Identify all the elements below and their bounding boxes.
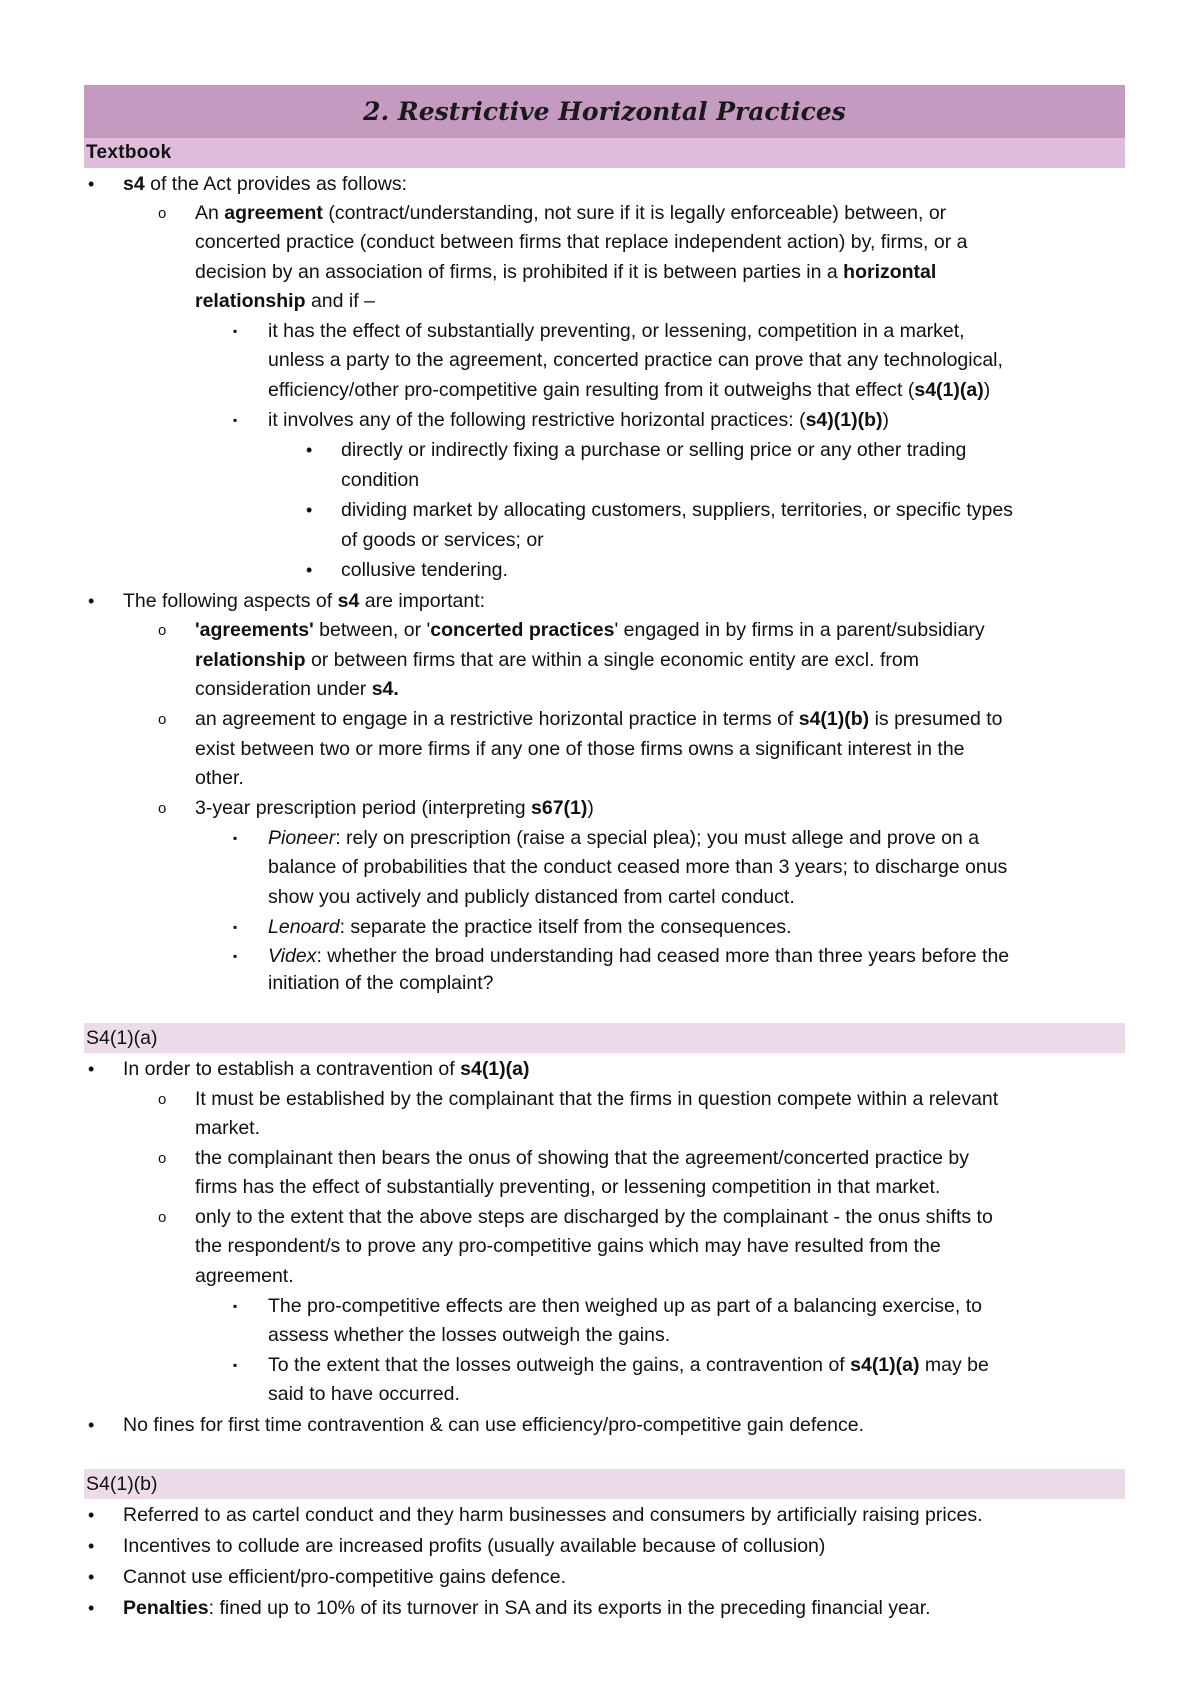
circle-marker: o: [158, 1209, 167, 1226]
circle-marker: o: [158, 1150, 167, 1167]
text-line: The pro-competitive effects are then weighed up as part of a balancing exercise, to: [268, 1295, 982, 1317]
bullet-marker: •: [88, 591, 95, 611]
text-line: condition: [341, 469, 420, 491]
bullet-marker: •: [88, 1415, 95, 1435]
circle-marker: o: [158, 1091, 167, 1108]
text-line: only to the extent that the above steps are discharged by the complainant - the onus shifts to: [195, 1206, 993, 1228]
text-line: unless a party to the agreement, concerted practice can prove that any technological,: [268, 349, 1003, 371]
text-line: dividing market by allocating customers, suppliers, territories, or specific types: [341, 499, 1013, 521]
bullet-marker: •: [88, 1059, 95, 1079]
section-header-textbook: [84, 138, 1125, 168]
text-line: To the extent that the losses outweigh the gains, a contravention of s4(1)(a) may be: [268, 1354, 989, 1376]
text-line: It must be established by the complainant that the firms in question compete within a relevant: [195, 1088, 999, 1110]
circle-marker: o: [158, 800, 167, 817]
bullet-marker: •: [88, 1598, 95, 1618]
text-line: the complainant then bears the onus of showing that the agreement/concerted practice by: [195, 1147, 969, 1169]
text-line: an agreement to engage in a restrictive horizontal practice in terms of s4(1)(b) is presumed to: [195, 708, 1003, 730]
text-line: said to have occurred.: [268, 1383, 460, 1405]
section-title: S4(1)(a): [86, 1026, 158, 1049]
text-line: concerted practice (conduct between firms that replace independent action) by, firms, or a: [195, 231, 968, 253]
text-line: No fines for first time contravention & can use efficiency/pro-competitive gain defence.: [123, 1414, 865, 1436]
bullet-marker: •: [88, 1567, 95, 1587]
circle-marker: o: [158, 205, 167, 222]
text-line: of goods or services; or: [341, 529, 544, 551]
section-header-s41a: [84, 1023, 1125, 1053]
bullet-marker: •: [306, 440, 313, 460]
text-line: decision by an association of firms, is prohibited if it is between parties in a horizontal: [195, 261, 937, 283]
section-header-s41b: [84, 1469, 1125, 1499]
text-line: firms has the effect of substantially preventing, or lessening competition in that market.: [195, 1176, 941, 1198]
text-line: Pioneer: rely on prescription (raise a special plea); you must allege and prove on a: [268, 827, 980, 849]
square-marker: ▪: [233, 949, 238, 963]
square-marker: ▪: [233, 831, 238, 845]
text-line: In order to establish a contravention of s4(1)(a): [123, 1058, 530, 1080]
text-line: consideration under s4.: [195, 678, 399, 700]
bullet-marker: •: [306, 500, 313, 520]
text-line: The following aspects of s4 are important:: [123, 590, 486, 612]
text-line: efficiency/other pro-competitive gain resulting from it outweighs that effect (s4(1)(a)): [268, 379, 991, 401]
text-line: s4 of the Act provides as follows:: [123, 173, 408, 195]
text-line: An agreement (contract/understanding, not sure if it is legally enforceable) between, or: [195, 202, 947, 224]
bullet-marker: •: [306, 560, 313, 580]
text-line: Referred to as cartel conduct and they harm businesses and consumers by artificially raising prices.: [123, 1504, 983, 1526]
square-marker: ▪: [233, 1358, 238, 1372]
page-title: 2. Restrictive Horizontal Practices: [363, 97, 846, 126]
text-line: collusive tendering.: [341, 559, 508, 581]
text-line: the respondent/s to prove any pro-competitive gains which may have resulted from the: [195, 1235, 941, 1257]
text-line: other.: [195, 767, 244, 789]
square-marker: ▪: [233, 413, 238, 427]
text-line: initiation of the complaint?: [268, 972, 494, 994]
text-line: 'agreements' between, or 'concerted practices' engaged in by firms in a parent/subsidiary: [195, 619, 985, 641]
text-line: Incentives to collude are increased profits (usually available because of collusion): [123, 1535, 826, 1557]
text-line: Lenoard: separate the practice itself from the consequences.: [268, 916, 792, 938]
text-line: Cannot use efficient/pro-competitive gains defence.: [123, 1566, 566, 1588]
bullet-marker: •: [88, 174, 95, 194]
text-line: relationship or between firms that are within a single economic entity are excl. from: [195, 649, 919, 671]
circle-marker: o: [158, 711, 167, 728]
section-title: S4(1)(b): [86, 1472, 158, 1495]
square-marker: ▪: [233, 920, 238, 934]
bullet-marker: •: [88, 1536, 95, 1556]
text-line: market.: [195, 1117, 261, 1139]
text-line: exist between two or more firms if any one of those firms owns a significant interest in the: [195, 738, 965, 760]
text-line: assess whether the losses outweigh the gains.: [268, 1324, 671, 1346]
square-marker: ▪: [233, 1299, 238, 1313]
text-line: 3-year prescription period (interpreting s67(1)): [195, 797, 594, 819]
circle-marker: o: [158, 622, 167, 639]
text-line: it involves any of the following restrictive horizontal practices: (s4)(1)(b)): [268, 409, 889, 431]
title-banner: [84, 85, 1125, 138]
text-line: relationship and if –: [195, 290, 375, 312]
section-title: Textbook: [86, 142, 172, 163]
bullet-marker: •: [88, 1505, 95, 1525]
text-line: balance of probabilities that the conduct ceased more than 3 years; to discharge onus: [268, 856, 1008, 878]
text-line: Penalties: fined up to 10% of its turnover in SA and its exports in the preceding financial year.: [123, 1597, 931, 1619]
text-line: it has the effect of substantially preventing, or lessening, competition in a market,: [268, 320, 965, 342]
square-marker: ▪: [233, 324, 238, 338]
text-line: agreement.: [195, 1265, 294, 1287]
text-line: directly or indirectly fixing a purchase or selling price or any other trading: [341, 439, 967, 461]
text-line: show you actively and publicly distanced from cartel conduct.: [268, 886, 795, 908]
text-line: Videx: whether the broad understanding had ceased more than three years before the: [268, 945, 1010, 967]
